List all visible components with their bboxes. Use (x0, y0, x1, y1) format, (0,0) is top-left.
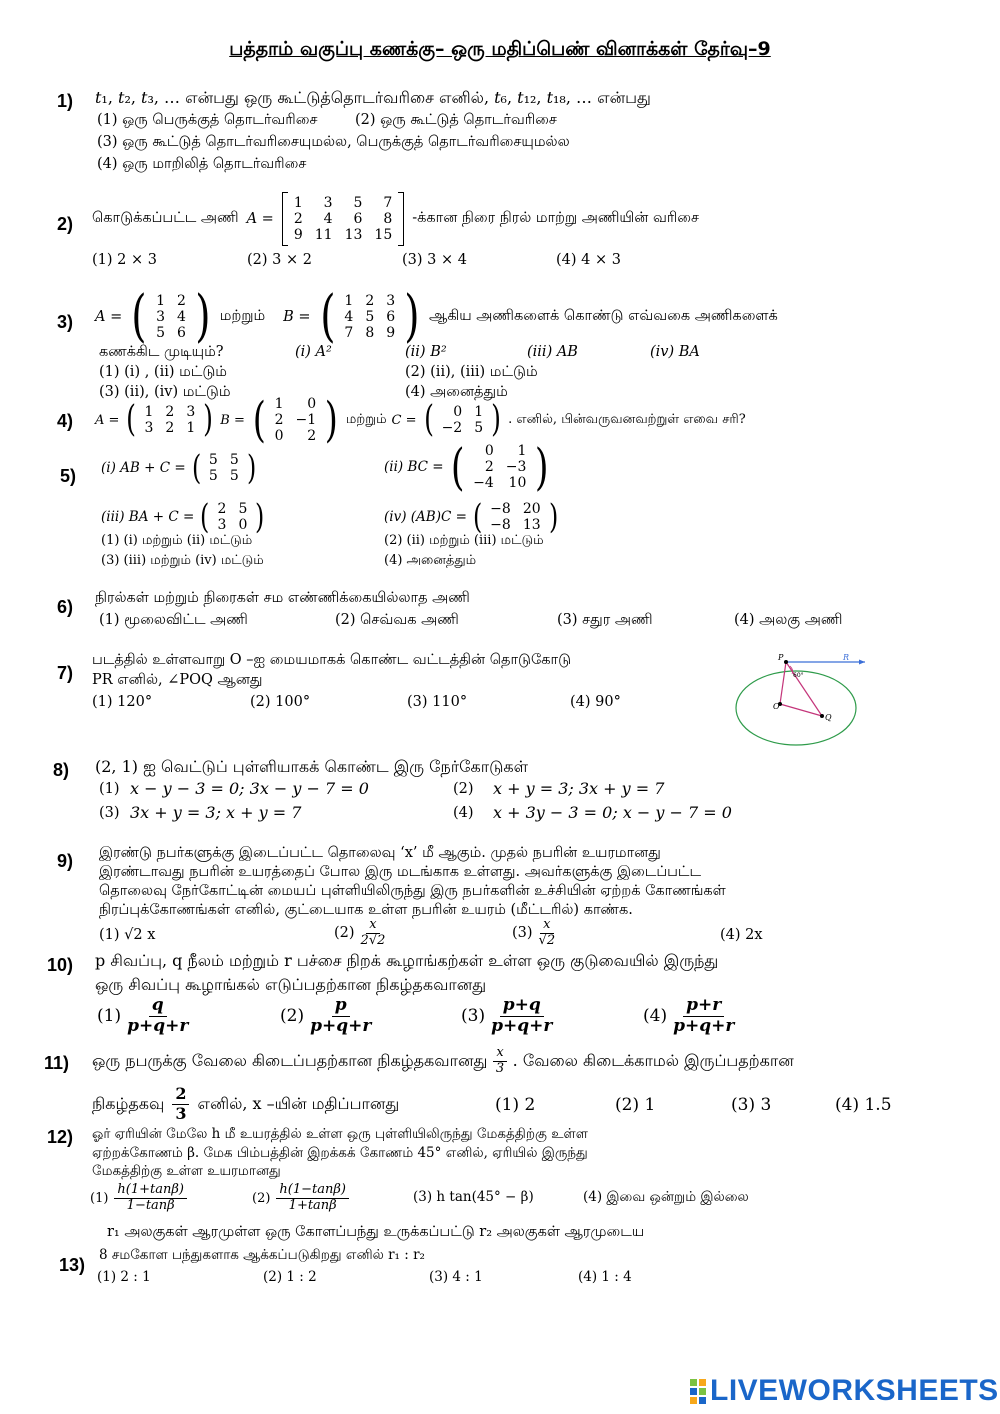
matrix-cell: 1 (156, 292, 166, 309)
question-stem: இரண்டாவது நபரின் உயரத்தைப் போல இரு மடங்காக உள்ளது. அவர்களுக்கு இடைப்பட்ட (99, 864, 701, 880)
matrix-row (338, 325, 401, 341)
question-number: 13) (59, 1255, 86, 1275)
matrix-cell: 7 (344, 325, 354, 342)
matrix-cell: 2 (484, 458, 494, 475)
matrix: ( 2 5 3 0 ) (200, 497, 265, 537)
option[interactable]: (2) (ii) மற்றும் (iii) மட்டும் (384, 533, 544, 548)
option[interactable]: (4) இவை ஒன்றும் இல்லை (583, 1189, 749, 1205)
option[interactable]: (3) h tan(45° − β) (413, 1189, 534, 1205)
option[interactable]: (1) (i) மற்றும் (ii) மட்டும் (101, 533, 253, 548)
option[interactable] (461, 996, 552, 1036)
matrix-row (212, 501, 254, 517)
option[interactable]: (3) (iii) மற்றும் (iv) மட்டும் (101, 553, 264, 568)
matrix-cell: 1 (344, 292, 354, 309)
matrix-cell: 3 (386, 292, 396, 309)
option[interactable]: (1) (i) , (ii) மட்டும் (99, 364, 227, 380)
matrix-cell: 10 (508, 475, 527, 492)
option[interactable]: (2) (ii), (iii) மட்டும் (405, 364, 538, 380)
label-o: O (773, 702, 780, 711)
matrix-row (436, 420, 490, 436)
statement (101, 450, 258, 486)
matrix-cell: 1 (144, 403, 154, 420)
matrix-cell: 2 (307, 428, 317, 445)
option[interactable]: (1) 2 × 3 (92, 252, 157, 268)
item: (iii) AB (527, 344, 578, 360)
statement (384, 438, 552, 496)
option[interactable]: (3) சதுர அணி (557, 612, 653, 628)
question-number: 4) (57, 411, 74, 431)
option[interactable]: (3) 4 : 1 (429, 1269, 483, 1285)
matrix-row (269, 412, 323, 428)
question-number: 3) (57, 312, 74, 332)
question-number: 2) (57, 214, 74, 234)
option-label: (3) (461, 1006, 486, 1027)
question-stem: r₁ அலகுகள் ஆரமுள்ள ஒரு கோளப்பந்து உருக்கப்பட்டு r₂ அலகுகள் ஆரமுடைய (107, 1224, 645, 1240)
matrix-label: C = (391, 412, 417, 428)
stem-text: ஒரு நபருக்கு வேலை கிடைப்பதற்கான நிகழ்தகவானது (92, 1050, 488, 1070)
option[interactable] (90, 1180, 187, 1216)
matrix-cell: −8 (490, 517, 511, 533)
fraction (310, 996, 371, 1036)
denominator: 2√2 (360, 932, 386, 948)
option-label: (3) (512, 925, 533, 942)
matrix-cell: 3 (217, 517, 227, 533)
option[interactable] (643, 996, 734, 1036)
radius-op (780, 662, 786, 704)
matrix-cell: 8 (365, 325, 375, 342)
matrix-cell: 5 (156, 325, 166, 342)
point-q (820, 714, 824, 718)
matrix-cell: 7 (383, 194, 393, 211)
denominator: 3 (495, 1060, 505, 1076)
numerator: p+r (683, 996, 724, 1017)
stem-text: -க்கான நிரை நிரல் மாற்று அணியின் வரிசை (412, 210, 700, 226)
option[interactable]: (3) ஒரு கூட்டுத் தொடர்வரிசையுமல்ல, பெருக்குத் தொடர்வரிசையுமல்ல (97, 134, 570, 150)
question-number: 8) (53, 760, 70, 780)
question-stem: p சிவப்பு, q நீலம் மற்றும் r பச்சை நிறக் கூழாங்கற்கள் உள்ள ஒரு குடுவையில் இருந்து (95, 951, 719, 970)
matrix-cell: 2 (165, 420, 175, 436)
stem-text: . எனில், பின்வருவனவற்றுள் எவை சரி? (508, 412, 746, 427)
matrix-cell: 1 (186, 420, 196, 436)
option[interactable]: (4) 1 : 4 (578, 1269, 632, 1285)
matrix-cell: 15 (374, 227, 393, 244)
option[interactable]: (4) 1.5 (835, 1095, 892, 1115)
option-label: (2) (453, 781, 474, 797)
matrix: ( 0 1 2 −3 −4 10 ) (450, 438, 549, 496)
question-number: 5) (60, 466, 77, 486)
matrix-cell: 5 (474, 420, 484, 436)
matrix-cell: −4 (473, 475, 494, 492)
matrix-cell: 3 (186, 403, 196, 420)
item: (i) A² (295, 344, 332, 360)
matrix-cell: 2 (293, 210, 303, 227)
option-label: (2) (252, 1190, 271, 1206)
matrix-a: ( 1 2 3 3 2 1 ) (126, 399, 214, 440)
stem-text: நிகழ்தகவு (92, 1093, 165, 1113)
question-number: 11) (44, 1053, 70, 1073)
option[interactable]: (4) அனைத்தும் (384, 553, 477, 568)
label-r: R (843, 653, 850, 662)
matrix-row (484, 517, 546, 533)
matrix-label: A = (246, 211, 274, 227)
page-title: பத்தாம் வகுப்பு கணக்கு– ஒரு மதிப்பெண் வினாக்கள் தேர்வு–9 (229, 38, 771, 60)
option[interactable] (280, 996, 371, 1036)
option[interactable]: (3) 110° (407, 694, 468, 710)
numerator: q (149, 996, 167, 1017)
matrix-cell: 3 (323, 194, 333, 211)
matrix-label: B = (283, 309, 311, 325)
matrix-row (203, 452, 245, 468)
matrix-cell: 5 (238, 500, 248, 517)
denominator: p+q+r (127, 1015, 189, 1036)
option[interactable] (334, 918, 385, 949)
matrix-row (138, 420, 201, 436)
numerator: p+q (500, 996, 544, 1017)
matrix-cell: 2 (217, 500, 227, 517)
stem-text: கொடுக்கப்பட்ட அணி (92, 210, 239, 226)
option-label: (2) (334, 925, 355, 942)
matrix-row (269, 396, 323, 412)
fraction (673, 996, 734, 1036)
option[interactable]: (2) 100° (250, 694, 311, 710)
matrix-cell: 0 (453, 403, 463, 420)
matrix-cell: 5 (353, 194, 363, 211)
denominator: p+q+r (673, 1015, 735, 1036)
denominator: √2 (538, 932, 556, 948)
matrix-b: ( 1 2 3 4 5 6 7 8 9 ) (319, 284, 420, 349)
logo-icon (690, 1379, 706, 1404)
matrix-cell: 2 (274, 411, 284, 428)
option[interactable]: (1) 2 (495, 1095, 536, 1115)
question-stem (92, 1082, 399, 1126)
option[interactable]: (4) 2x (720, 927, 763, 943)
matrix-cell: 6 (177, 325, 186, 342)
option[interactable]: (1) √2 x (99, 927, 156, 943)
matrix-row (467, 443, 532, 459)
option[interactable]: x + y = 3; 3x + y = 7 (493, 779, 665, 798)
matrix-cell: 11 (314, 227, 333, 244)
numerator: h(1−tanβ) (276, 1183, 349, 1199)
matrix-cell: 5 (229, 468, 239, 484)
item: (ii) B² (405, 344, 447, 360)
numerator: x (366, 918, 379, 934)
stem-text: . வேலை கிடைக்காமல் இருப்பதற்கான (512, 1050, 794, 1070)
option-label: (2) (280, 1006, 305, 1027)
question-stem (95, 284, 778, 349)
matrix-row (288, 227, 398, 243)
matrix-cell: 20 (522, 500, 541, 517)
question-stem: இரண்டு நபர்களுக்கு இடைப்பட்ட தொலைவு ‘x’ மீ ஆகும். முதல் நபரின் உயரமானது (99, 845, 661, 861)
matrix-table (288, 195, 398, 243)
matrix-cell: 8 (383, 210, 393, 227)
option[interactable]: (1) 2 : 1 (97, 1269, 151, 1285)
matrix-row (484, 501, 546, 517)
matrix-row (150, 309, 192, 325)
question-stem: (2, 1) ஐ வெட்டுப் புள்ளியாகக் கொண்ட இரு நேர்கோடுகள் (95, 757, 529, 776)
option[interactable]: (2) 1 : 2 (263, 1269, 317, 1285)
question-stem: தொலைவு நேர்கோட்டின் மையப் புள்ளியிலிருந்து இரு நபர்களின் உச்சியின் ஏற்றக் கோணங்கள் (99, 883, 726, 899)
stem-text: எனில், x –யின் மதிப்பானது (197, 1093, 400, 1113)
logo-text: LIVEWORKSHEETS (710, 1374, 999, 1407)
label-p: P (778, 653, 784, 662)
option-label: (4) (453, 805, 474, 821)
point-p (784, 660, 788, 664)
question-stem: 8 சமகோள பந்துகளாக ஆக்கப்படுகிறது எனில் r₁ : r₂ (99, 1247, 425, 1263)
question-stem (92, 191, 699, 247)
option[interactable]: (2) 1 (615, 1095, 656, 1115)
matrix-cell: 3 (156, 308, 166, 325)
question-stem (92, 1042, 794, 1080)
matrix-row (467, 459, 532, 475)
question-number: 10) (47, 955, 74, 975)
statement-label: (ii) BC = (384, 459, 444, 475)
matrix-label: A = (95, 309, 123, 325)
numerator: x (493, 1046, 506, 1062)
fraction (127, 996, 188, 1036)
statement-label: (i) AB + C = (101, 460, 186, 476)
matrix-row (288, 195, 398, 211)
option[interactable]: 3x + y = 3; x + y = 7 (130, 803, 302, 822)
fraction (361, 918, 386, 949)
matrix-cell: 6 (353, 210, 363, 227)
option[interactable]: (4) 4 × 3 (556, 252, 621, 268)
matrix-cell: 4 (344, 308, 354, 325)
fraction (493, 1046, 506, 1077)
question-stem: ஒரு சிவப்பு கூழாங்கல் எடுப்பதற்கான நிகழ்தகவானது (95, 975, 487, 994)
matrix-cell: 5 (229, 451, 239, 468)
fraction (172, 1085, 189, 1123)
option[interactable]: (2) 3 × 2 (247, 252, 312, 268)
matrix-cell: −2 (441, 420, 463, 436)
option[interactable]: (3) (ii), (iv) மட்டும் (99, 384, 231, 400)
matrix-cell: 13 (522, 517, 541, 533)
matrix-c: ( 0 1 −2 5 ) (423, 399, 502, 440)
matrix-cell: 1 (517, 442, 527, 459)
option-label: (3) (99, 805, 120, 821)
statement-label: (iii) BA + C = (101, 509, 195, 525)
item: (iv) BA (650, 344, 700, 360)
question-stem: நிரப்புக்கோணங்கள் எனில், குட்டையாக உள்ள நபரின் உயரம் (மீட்டரில்) காண்க. (99, 902, 633, 918)
liveworksheets-logo[interactable] (690, 1374, 999, 1408)
stem-text: கணக்கிட முடியும்? (99, 344, 224, 360)
denominator: 1−tanβ (126, 1197, 175, 1213)
matrix-row (150, 325, 192, 341)
matrix-row (338, 293, 401, 309)
option-label: (1) (90, 1190, 109, 1206)
option[interactable] (252, 1180, 349, 1216)
denominator: 3 (175, 1103, 187, 1123)
matrix-row (288, 211, 398, 227)
matrix-cell: 5 (208, 468, 218, 484)
matrix-row (269, 428, 323, 444)
option-label: (4) (643, 1006, 668, 1027)
denominator: p+q+r (310, 1015, 372, 1036)
question-number: 12) (47, 1127, 74, 1147)
matrix-a: ( 1 2 3 4 5 6 ) (131, 284, 211, 349)
angle-label: 60° (793, 672, 804, 679)
matrix-cell: 4 (177, 308, 186, 325)
matrix-a (282, 192, 404, 246)
fraction (114, 1183, 187, 1214)
option[interactable]: (4) 90° (570, 694, 621, 710)
fraction (491, 996, 552, 1036)
stem-text: மற்றும் (345, 412, 387, 427)
matrix-row (338, 309, 401, 325)
matrix-row (212, 517, 254, 533)
option[interactable]: (4) அனைத்தும் (405, 384, 508, 400)
numerator: h(1+tanβ) (114, 1183, 187, 1199)
matrix-cell: 0 (274, 428, 284, 445)
option[interactable]: (4) ஒரு மாறிலித் தொடர்வரிசை (97, 156, 307, 172)
option[interactable]: (2) செவ்வக அணி (335, 612, 459, 628)
matrix-cell: 2 (177, 292, 186, 309)
option[interactable]: (1) 120° (92, 694, 153, 710)
matrix-cell: −8 (490, 500, 511, 517)
matrix-b: ( 1 0 2 −1 0 2 ) (252, 392, 339, 448)
question-stem: படத்தில் உள்ளவாறு O –ஐ மையமாகக் கொண்ட வட்டத்தின் தொடுகோடு (92, 652, 572, 668)
matrix-cell: 9 (293, 227, 303, 244)
option[interactable]: (1) மூலைவிட்ட அணி (99, 612, 248, 628)
question-stem: நிரல்கள் மற்றும் நிரைகள் சம எண்ணிக்கையில்லாத அணி (95, 590, 470, 606)
stem-text: மற்றும் (219, 308, 266, 324)
matrix-row (467, 475, 532, 491)
option[interactable] (512, 918, 555, 949)
option[interactable]: (1) ஒரு பெருக்குத் தொடர்வரிசை (97, 112, 318, 128)
option[interactable]: (3) 3 × 4 (402, 252, 467, 268)
matrix-cell: 2 (165, 403, 175, 420)
denominator: 1+tanβ (288, 1197, 337, 1213)
circle-tangent-figure (728, 652, 870, 747)
matrix-cell: 3 (144, 420, 154, 436)
option[interactable]: x − y − 3 = 0; 3x − y − 7 = 0 (130, 779, 369, 798)
chord-pq (786, 662, 822, 716)
matrix-cell: 9 (386, 325, 396, 342)
fraction (539, 918, 556, 949)
matrix-row (203, 468, 245, 484)
option[interactable]: (2) ஒரு கூட்டுத் தொடர்வரிசை (355, 112, 557, 128)
matrix: ( 5 5 5 5 ) (191, 448, 257, 488)
numerator: p (332, 996, 350, 1017)
option[interactable]: x + 3y − 3 = 0; x − y − 7 = 0 (493, 803, 732, 822)
matrix-cell: 5 (365, 308, 375, 325)
matrix-cell: 0 (238, 517, 248, 533)
matrix-cell: −1 (295, 411, 317, 428)
option[interactable]: (3) 3 (731, 1095, 772, 1115)
matrix-cell: 13 (344, 227, 363, 244)
statement (101, 497, 267, 537)
matrix-cell: 6 (386, 308, 396, 325)
matrix-row (138, 404, 201, 420)
matrix-cell: 1 (293, 194, 303, 211)
question-number: 1) (57, 91, 74, 111)
fraction (276, 1183, 349, 1214)
arrow-icon (859, 660, 865, 665)
matrix-cell: 1 (274, 395, 284, 412)
question-number: 6) (57, 597, 74, 617)
matrix-cell: 4 (323, 210, 333, 227)
matrix-cell: 2 (365, 292, 375, 309)
option[interactable] (97, 996, 188, 1036)
matrix-row (436, 404, 490, 420)
question-stem: ஏற்றக்கோணம் β. மேக பிம்பத்தின் இறக்கக் கோணம் 45° எனில், ஏரியில் இருந்து (92, 1145, 588, 1161)
matrix-row (150, 293, 192, 309)
matrix-cell: 0 (307, 395, 317, 412)
option-label: (1) (97, 1006, 122, 1027)
option[interactable]: (4) அலகு அணி (734, 612, 843, 628)
numerator: x (540, 918, 553, 934)
matrix-label: B = (220, 412, 245, 428)
matrix-cell: 1 (474, 403, 484, 420)
option-label: (1) (99, 781, 120, 797)
question-number: 9) (57, 851, 74, 871)
matrix-cell: −3 (505, 458, 527, 475)
question-stem: PR எனில், ∠POQ ஆனது (92, 672, 263, 688)
question-stem: ஓர் ஏரியின் மேலே h மீ உயரத்தில் உள்ள ஒரு புள்ளியிலிருந்து மேகத்திற்கு உள்ள (92, 1126, 588, 1142)
statement (384, 497, 560, 537)
denominator: p+q+r (491, 1015, 553, 1036)
matrix-label: A = (95, 412, 120, 428)
statement-label: (iv) (AB)C = (384, 509, 467, 525)
question-stem: 𝑡₁, 𝑡₂, 𝑡₃, … என்பது ஒரு கூட்டுத்தொடர்வரிசை எனில், 𝑡₆, 𝑡₁₂, 𝑡₁₈, … என்பது (95, 88, 651, 107)
stem-text: ஆகிய அணிகளைக் கொண்டு எவ்வகை அணிகளைக் (429, 308, 778, 324)
matrix-cell: 0 (484, 442, 494, 459)
label-q: Q (825, 713, 832, 722)
question-stem: மேகத்திற்கு உள்ள உயரமானது (92, 1163, 281, 1179)
question-number: 7) (57, 663, 74, 683)
matrix-cell: 5 (208, 451, 218, 468)
numerator: 2 (172, 1085, 189, 1104)
matrix: ( −8 20 −8 13 ) (472, 497, 558, 537)
